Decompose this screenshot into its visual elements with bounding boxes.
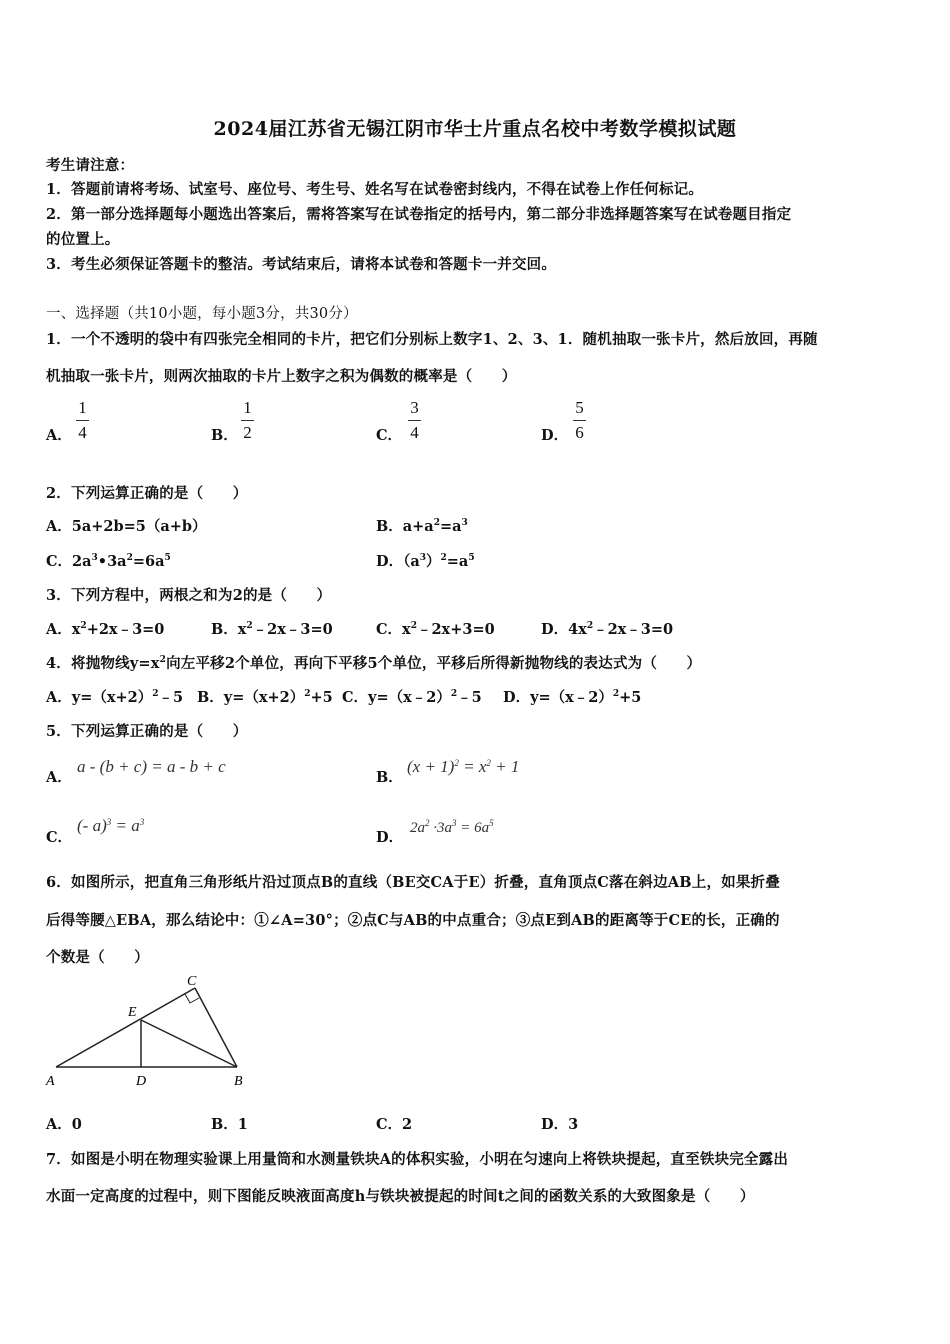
notice-item-1: 1．答题前请将考场、试室号、座位号、考生号、姓名写在试卷密封线内，不得在试卷上作任何标记。: [46, 181, 704, 198]
q6-option-d: [541, 1113, 578, 1134]
q1-option-d-numerator: 5: [575, 398, 584, 417]
right-angle-mark: [185, 994, 199, 1003]
q2-option-c-label: C．: [46, 553, 73, 570]
q6-option-c: [376, 1113, 412, 1134]
q1-option-b-numerator: 1: [243, 398, 252, 417]
q6-option-a: [46, 1113, 82, 1134]
q3-option-d-text: ﹣2x﹣3=0: [593, 621, 674, 638]
q5-option-c-expr: [77, 816, 144, 836]
q3-option-b-text: ﹣2x﹣3=0: [252, 621, 333, 638]
q2-option-c-text: =6a: [132, 553, 165, 570]
q5-option-c-text: (- a): [77, 816, 107, 835]
q5-stem: 5．下列运算正确的是（ ）: [46, 723, 248, 740]
segment-eb: [141, 1020, 237, 1067]
q2-option-b-text: a+a: [402, 518, 434, 535]
exponent: 2: [433, 518, 440, 528]
q6-option-c-label: C．: [376, 1116, 403, 1133]
exponent: 5: [468, 553, 475, 563]
q4-option-c: [342, 686, 482, 707]
q7-stem-line1: 7．如图是小明在物理实验课上用量筒和水测量铁块A的体积实验，小明在匀速向上将铁块提起，直至铁块完全露出: [46, 1151, 789, 1168]
label-d: D: [136, 1074, 147, 1089]
q2-option-b-text: =a: [439, 518, 462, 535]
q2-option-b-label: B．: [376, 518, 403, 535]
q5-option-d-expr: [410, 820, 494, 837]
q6-option-a-label: A．: [46, 1116, 72, 1133]
exponent: 2: [152, 689, 159, 699]
exponent: 2: [612, 689, 620, 699]
exponent: 2: [410, 621, 417, 631]
q4-option-c-text: ﹣5: [457, 689, 482, 706]
q3-option-b-text: x: [237, 621, 247, 638]
q4-option-d-text: +5: [619, 689, 642, 706]
q2-option-d-text: ）: [426, 553, 441, 570]
q5-option-c-label: C．: [46, 829, 73, 846]
q3-option-d-text: 4x: [568, 621, 587, 638]
exponent: 2: [586, 621, 594, 631]
q2-option-a: [46, 515, 207, 536]
notice-item-3: 3．考生必须保证答题卡的整洁。考试结束后，请将本试卷和答题卡一并交回。: [46, 256, 557, 273]
q2-option-a-label: A．: [46, 518, 72, 535]
exponent: 2: [440, 553, 447, 563]
q3-option-b-label: B．: [211, 621, 238, 638]
q2-option-c-text: 2a: [72, 553, 92, 570]
q3-option-c-label: C．: [376, 621, 403, 638]
q2-option-c-text: •3a: [97, 553, 127, 570]
q5-option-a-expr: a - (b + c) = a - b + c: [77, 757, 226, 776]
exponent: 5: [489, 818, 494, 828]
q3-option-d-label: D．: [541, 621, 569, 638]
q2-option-a-text: 5a+2b=5（a+b）: [71, 518, 207, 535]
exponent: 3: [419, 553, 426, 563]
notice-item-2-cont: 的位置上。: [46, 231, 120, 248]
q1-option-a-label: A．: [46, 427, 72, 444]
q4-option-a-label: A．: [46, 689, 72, 706]
q4-option-b-text: y=（x+2）: [223, 689, 305, 706]
exponent: 3: [106, 817, 112, 827]
label-c: C: [187, 974, 197, 989]
q5-option-b-text: = x: [458, 757, 487, 776]
q4-stem: [46, 652, 701, 673]
q3-option-a-text: +2x﹣3=0: [86, 621, 165, 638]
q1-stem-line1: 1．一个不透明的袋中有四张完全相同的卡片，把它们分别标上数字1、2、3、1．随机抽取一张卡片，然后放回，再随: [46, 331, 818, 348]
q5-option-b-text: + 1: [490, 757, 520, 776]
q5-option-d-text: = 6a: [456, 820, 490, 836]
q5-option-d-text: ·3a: [429, 820, 452, 836]
q2-option-d: [376, 550, 475, 571]
q4-option-a-text: y=（x+2）: [71, 689, 153, 706]
q2-option-d-text: （a: [403, 553, 420, 570]
q4-option-c-label: C．: [342, 689, 369, 706]
q4-option-d: [503, 686, 641, 707]
q5-option-b-text: (x + 1): [407, 757, 455, 776]
q2-option-c: [46, 550, 171, 571]
q1-option-d-denominator: 6: [575, 423, 584, 442]
exponent: 2: [425, 818, 430, 828]
exponent: 2: [486, 758, 491, 768]
exponent: 3: [91, 553, 98, 563]
q2-option-d-text: =a: [446, 553, 469, 570]
q6-option-d-label: D．: [541, 1116, 569, 1133]
q5-option-b-expr: [407, 757, 519, 777]
exponent: 3: [461, 518, 468, 528]
q1-option-c-denominator: 4: [410, 423, 419, 442]
q6-option-b: [211, 1113, 248, 1134]
q1-option-b-fraction: [241, 399, 254, 441]
q6-option-d-value: 3: [568, 1116, 579, 1133]
q1-option-c-numerator: 3: [410, 398, 419, 417]
q3-option-d: [541, 618, 673, 639]
q6-option-c-value: 2: [402, 1116, 413, 1133]
q1-option-a-numerator: 1: [78, 398, 87, 417]
q6-option-b-label: B．: [211, 1116, 238, 1133]
q4-stem-text: 向左平移2个单位，再向下平移5个单位，平移后所得新抛物线的表达式为（ ）: [166, 655, 702, 672]
q3-option-a-text: x: [71, 621, 81, 638]
q4-stem-text: 4．将抛物线y=x: [46, 655, 160, 672]
fraction-bar: [241, 420, 254, 421]
q1-option-c-label: C．: [376, 427, 403, 444]
q2-option-b: [376, 515, 468, 536]
q4-option-d-label: D．: [503, 689, 531, 706]
q5-option-c-text: = a: [111, 816, 140, 835]
q3-option-c-text: ﹣2x+3=0: [416, 621, 495, 638]
fraction-bar: [408, 420, 421, 421]
q6-stem-line3: 个数是（ ）: [46, 949, 149, 966]
label-e: E: [128, 1005, 137, 1020]
q7-stem-line2: 水面一定高度的过程中，则下图能反映液面高度h与铁块被提起的时间t之间的函数关系的大致图象是（ ）: [46, 1188, 755, 1205]
q3-option-c-text: x: [402, 621, 411, 638]
q4-option-b: [197, 686, 333, 707]
q4-option-c-text: y=（x﹣2）: [368, 689, 451, 706]
exponent: 2: [159, 655, 167, 665]
exponent: 2: [454, 758, 459, 768]
exponent: 3: [139, 817, 145, 827]
q1-option-d-fraction: [573, 399, 586, 441]
q6-option-b-value: 1: [237, 1116, 248, 1133]
q6-option-a-value: 0: [71, 1116, 82, 1133]
q4-option-b-label: B．: [197, 689, 224, 706]
q1-option-c-fraction: [408, 399, 421, 441]
q1-option-a-fraction: [76, 399, 89, 441]
q2-stem: 2．下列运算正确的是（ ）: [46, 485, 248, 502]
label-a: A: [46, 1074, 55, 1089]
exponent: 2: [304, 689, 311, 699]
label-b: B: [234, 1074, 243, 1089]
fraction-bar: [76, 420, 89, 421]
q1-option-d-label: D．: [541, 427, 569, 444]
q6-triangle-figure: [44, 970, 254, 1092]
q5-option-d-text: 2a: [410, 820, 425, 836]
exponent: 5: [164, 553, 171, 563]
q5-option-a-label: A．: [46, 769, 72, 786]
q4-option-b-text: +5: [310, 689, 333, 706]
q5-option-b-label: B．: [376, 769, 403, 786]
exponent: 3: [452, 818, 457, 828]
q4-option-a-text: ﹣5: [158, 689, 184, 706]
q4-option-a: [46, 686, 183, 707]
q6-stem-line2: 后得等腰△EBA，那么结论中：①∠A=30°；②点C与AB的中点重合；③点E到AB的距离等于CE的长，正确的: [46, 912, 780, 929]
q6-stem-line1: 6．如图所示，把直角三角形纸片沿过顶点B的直线（BE交CA于E）折叠，直角顶点C落在斜边AB上，如果折叠: [46, 874, 780, 891]
exponent: 2: [246, 621, 253, 631]
notice-item-2: 2．第一部分选择题每小题选出答案后，需将答案写在试卷指定的括号内，第二部分非选择题答案写在试卷题目指定: [46, 206, 792, 223]
q1-stem-line2: 机抽取一张卡片，则两次抽取的卡片上数字之积为偶数的概率是（ ）: [46, 368, 517, 385]
exponent: 2: [80, 621, 87, 631]
q3-stem: 3．下列方程中，两根之和为2的是（ ）: [46, 587, 332, 604]
exponent: 2: [126, 553, 133, 563]
exponent: 2: [450, 689, 458, 699]
notice-heading: 考生请注意：: [46, 157, 135, 174]
q3-option-a-label: A．: [46, 621, 72, 638]
segment-cb: [195, 988, 237, 1067]
q4-option-d-text: y=（x﹣2）: [530, 689, 613, 706]
q3-option-a: [46, 618, 164, 639]
section-heading: 一、选择题（共10小题，每小题3分，共30分）: [46, 306, 358, 322]
q2-option-d-label: D．: [376, 553, 404, 570]
q3-option-b: [211, 618, 333, 639]
q1-option-b-label: B．: [211, 427, 238, 444]
q1-option-b-denominator: 2: [243, 423, 252, 442]
q3-option-c: [376, 618, 495, 639]
page-title: 2024届江苏省无锡江阴市华士片重点名校中考数学模拟试题: [213, 118, 737, 140]
q1-option-a-denominator: 4: [78, 423, 87, 442]
segment-ac: [56, 988, 195, 1067]
fraction-bar: [573, 420, 586, 421]
q5-option-d-label: D．: [376, 829, 404, 846]
